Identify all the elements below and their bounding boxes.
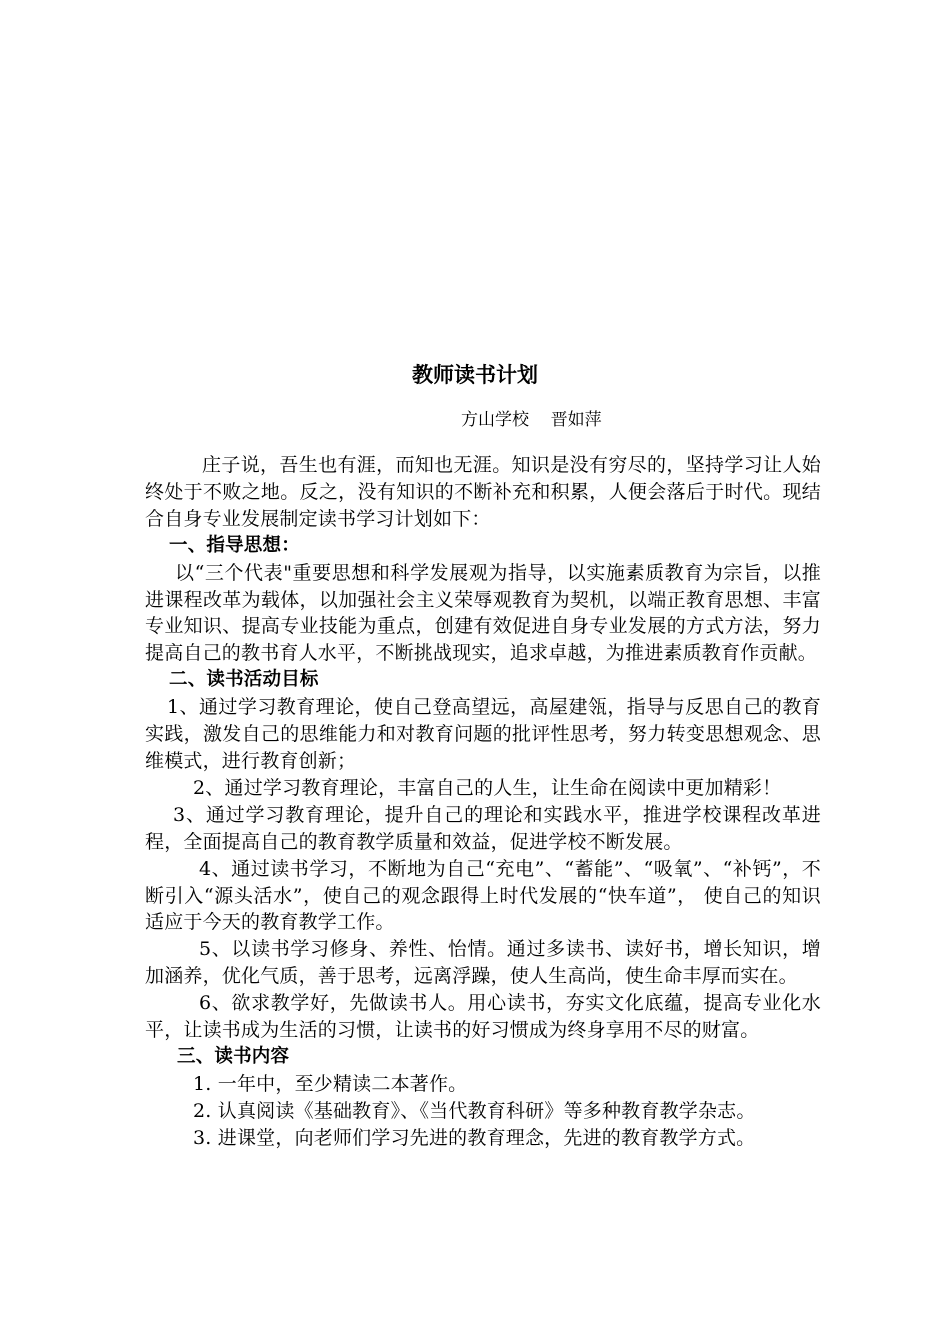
content-item: 1. 一年中，至少精读二本著作。 bbox=[193, 1072, 468, 1095]
document-title: 教师读书计划 bbox=[412, 363, 538, 387]
content-item: 2. 认真阅读《基础教育》、《当代教育科研》等多种教育教学杂志。 bbox=[193, 1099, 756, 1122]
section-heading-content: 三、读书内容 bbox=[177, 1045, 290, 1067]
goal-item: 5、以读书学习修身、养性、怡情。通过多读书、读好书，增长知识，增加涵养，优化气质，善于思考，远离浮躁，使人生高尚，使生命丰厚而实在。 bbox=[145, 938, 821, 988]
goal-item: 6、欲求教学好，先做读书人。用心读书，夯实文化底蕴，提高专业化水平，让读书成为生活的习惯，让读书的好习惯成为终身享用不尽的财富。 bbox=[145, 992, 821, 1042]
content-item: 3. 进课堂，向老师们学习先进的教育理念，先进的教育教学方式。 bbox=[193, 1126, 756, 1149]
section-heading-guiding-thought: 一、指导思想： bbox=[169, 534, 300, 556]
goal-item: 2、通过学习教育理论，丰富自己的人生，让生命在阅读中更加精彩！ bbox=[193, 776, 782, 799]
goal-item: 3、通过学习教育理论，提升自己的理论和实践水平，推进学校课程改革进程，全面提高自己的教育教学质量和效益，促进学校不断发展。 bbox=[145, 803, 821, 853]
guiding-thought-paragraph: 以“三个代表"重要思想和科学发展观为指导，以实施素质教育为宗旨，以推进课程改革为载体，以加强社会主义荣辱观教育为契机，以端正教育思想、丰富专业知识、提高专业技能为重点，创建有效促进自身专业发展的方式方法，努力提高自己的教书育人水平，不断挑战现实，追求卓越，为推进素质教育作贡献。 bbox=[145, 561, 821, 665]
document-body bbox=[145, 452, 821, 1152]
goal-item: 1、通过学习教育理论，使自己登高望远，高屋建瓴，指导与反思自己的教育实践，激发自己的思维能力和对教育问题的批评性思考，努力转变思想观念、思维模式，进行教育创新； bbox=[145, 696, 821, 772]
author-line: 方山学校 晋如萍 bbox=[461, 410, 602, 430]
intro-paragraph: 庄子说，吾生也有涯，而知也无涯。知识是没有穷尽的，坚持学习让人始终处于不败之地。反之，没有知识的不断补充和积累，人便会落后于时代。现结合自身专业发展制定读书学习计划如下： bbox=[145, 454, 821, 530]
section-heading-goals: 二、读书活动目标 bbox=[169, 669, 319, 691]
goal-item: 4、通过读书学习，不断地为自己“充电”、“蓄能”、“吸氧”、“补钙”，不断引入“源头活水”，使自己的观念跟得上时代发展的“快车道”， 使自己的知识适应于今天的教育教学工作。 bbox=[145, 857, 821, 934]
